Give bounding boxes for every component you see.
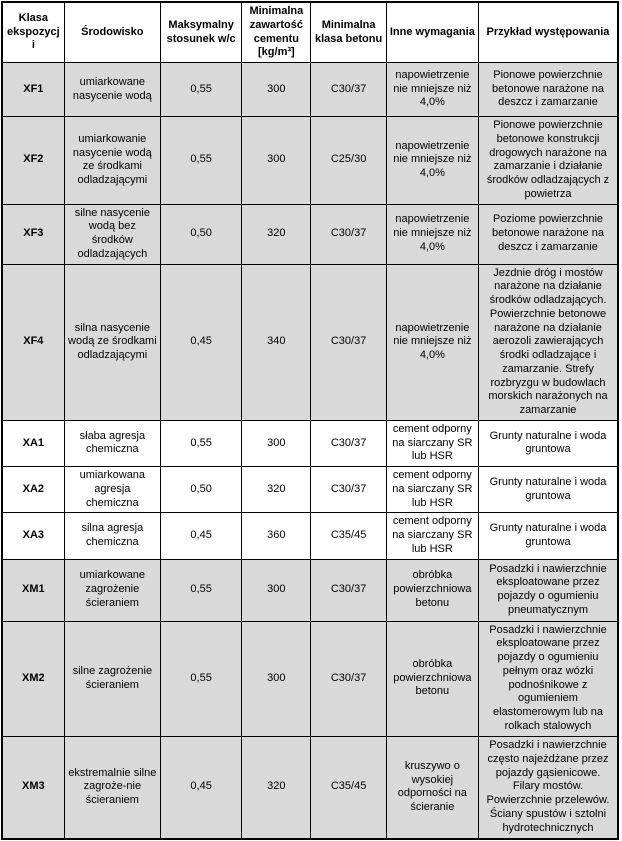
- cell-minimalna-klasa-betonu: C30/37: [311, 264, 386, 420]
- cell-minimalna-zawartosc-cementu: 300: [242, 63, 311, 117]
- cell-przyklad-wystepowania: Pionowe powierzchnie betonowe konstrukcji drogowych narażone na zamarzanie i działanie środków odladzających z powietrza: [479, 117, 619, 205]
- cell-maksymalny-stosunek-wc: 0,55: [161, 63, 242, 117]
- cell-srodowisko: silne zagrożenie ścieraniem: [64, 621, 160, 736]
- cell-maksymalny-stosunek-wc: 0,45: [161, 736, 242, 839]
- cell-maksymalny-stosunek-wc: 0,55: [161, 621, 242, 736]
- table-row-xm2: [2, 621, 618, 736]
- cell-minimalna-zawartosc-cementu: 320: [242, 204, 311, 264]
- cell-inne-wymagania: kruszywo o wysokiej odporności na ścieranie: [386, 736, 478, 839]
- cell-minimalna-zawartosc-cementu: 360: [242, 513, 311, 559]
- cell-klasa-ekspozycji: XF2: [2, 117, 64, 205]
- cell-maksymalny-stosunek-wc: 0,55: [161, 559, 242, 621]
- cell-minimalna-klasa-betonu: C30/37: [311, 63, 386, 117]
- cell-minimalna-zawartosc-cementu: 340: [242, 264, 311, 420]
- cell-minimalna-zawartosc-cementu: 300: [242, 117, 311, 205]
- cell-klasa-ekspozycji: XA2: [2, 467, 64, 513]
- table-row-xa1: [2, 420, 618, 466]
- cell-klasa-ekspozycji: XF1: [2, 63, 64, 117]
- cell-minimalna-klasa-betonu: C25/30: [311, 117, 386, 205]
- cell-maksymalny-stosunek-wc: 0,45: [161, 264, 242, 420]
- cell-srodowisko: silna agresja chemiczna: [64, 513, 160, 559]
- cell-srodowisko: umiarkowane zagrożenie ścieraniem: [64, 559, 160, 621]
- table-row-xf1: [2, 63, 618, 117]
- cell-klasa-ekspozycji: XM3: [2, 736, 64, 839]
- cell-maksymalny-stosunek-wc: 0,55: [161, 420, 242, 466]
- cell-przyklad-wystepowania: Grunty naturalne i woda gruntowa: [479, 467, 619, 513]
- table-row-xf3: [2, 204, 618, 264]
- header-klasa-ekspozycji: Klasa ekspozycji: [2, 2, 64, 63]
- table-row-xa2: [2, 467, 618, 513]
- cell-inne-wymagania: napowietrzenie nie mniejsze niż 4,0%: [386, 204, 478, 264]
- cell-maksymalny-stosunek-wc: 0,45: [161, 513, 242, 559]
- cell-srodowisko: ekstremalnie silne zagroże-nie ścieraniem: [64, 736, 160, 839]
- cell-minimalna-klasa-betonu: C35/45: [311, 513, 386, 559]
- cell-maksymalny-stosunek-wc: 0,55: [161, 117, 242, 205]
- cell-minimalna-klasa-betonu: C30/37: [311, 204, 386, 264]
- cell-inne-wymagania: cement odporny na siarczany SR lub HSR: [386, 467, 478, 513]
- cell-inne-wymagania: obróbka powierzchniowa betonu: [386, 621, 478, 736]
- cell-srodowisko: słaba agresja chemiczna: [64, 420, 160, 466]
- cell-klasa-ekspozycji: XF3: [2, 204, 64, 264]
- cell-inne-wymagania: napowietrzenie nie mniejsze niż 4,0%: [386, 264, 478, 420]
- cell-srodowisko: umiarkowanie nasycenie wodą ze środkami odladzającymi: [64, 117, 160, 205]
- cell-przyklad-wystepowania: Posadzki i nawierzchnie często najeżdżane przez pojazdy gąsienicowe. Filary mostów. Powierzchnie przelewów. Ściany spustów i sztolni hydrotechnicznych: [479, 736, 619, 839]
- header-srodowisko: Środowisko: [64, 2, 160, 63]
- table-row-xm3: [2, 736, 618, 839]
- table-row-xf4: [2, 264, 618, 420]
- table-header: [2, 2, 618, 63]
- cell-minimalna-zawartosc-cementu: 320: [242, 467, 311, 513]
- cell-inne-wymagania: cement odporny na siarczany SR lub HSR: [386, 513, 478, 559]
- cell-minimalna-klasa-betonu: C35/45: [311, 736, 386, 839]
- header-row: [2, 2, 618, 63]
- cell-klasa-ekspozycji: XA1: [2, 420, 64, 466]
- header-inne-wymagania: Inne wymagania: [386, 2, 478, 63]
- table-row-xm1: [2, 559, 618, 621]
- cell-minimalna-klasa-betonu: C30/37: [311, 621, 386, 736]
- cell-inne-wymagania: napowietrzenie nie mniejsze niż 4,0%: [386, 63, 478, 117]
- cell-przyklad-wystepowania: Jezdnie dróg i mostów narażone na działanie środków odladzających. Powierzchnie betonowe narażone na działanie aerozoli zawierających środki odladzające i zamarzanie. Strefy rozbryzgu w budowlach morskich narażonych na zamarzanie: [479, 264, 619, 420]
- exposure-class-table: [1, 1, 619, 840]
- header-przyklad-wystepowania: Przykład występowania: [479, 2, 619, 63]
- cell-przyklad-wystepowania: Posadzki i nawierzchnie eksploatowane przez pojazdy o ogumieniu pneumatycznym: [479, 559, 619, 621]
- cell-srodowisko: silna nasycenie wodą ze środkami odladzającymi: [64, 264, 160, 420]
- table-row-xf2: [2, 117, 618, 205]
- cell-inne-wymagania: obróbka powierzchniowa betonu: [386, 559, 478, 621]
- cell-klasa-ekspozycji: XM2: [2, 621, 64, 736]
- cell-klasa-ekspozycji: XA3: [2, 513, 64, 559]
- cell-srodowisko: umiarkowana agresja chemiczna: [64, 467, 160, 513]
- cell-minimalna-klasa-betonu: C30/37: [311, 420, 386, 466]
- header-maksymalny-stosunek-wc: Maksymalny stosunek w/c: [161, 2, 242, 63]
- cell-minimalna-zawartosc-cementu: 320: [242, 736, 311, 839]
- cell-przyklad-wystepowania: Grunty naturalne i woda gruntowa: [479, 420, 619, 466]
- header-minimalna-zawartosc-cementu: Minimalna zawartość cementu [kg/m³]: [242, 2, 311, 63]
- cell-klasa-ekspozycji: XM1: [2, 559, 64, 621]
- cell-srodowisko: umiarkowane nasycenie wodą: [64, 63, 160, 117]
- table-body: [2, 63, 618, 840]
- cell-minimalna-zawartosc-cementu: 300: [242, 559, 311, 621]
- cell-maksymalny-stosunek-wc: 0,50: [161, 204, 242, 264]
- cell-minimalna-klasa-betonu: C30/37: [311, 467, 386, 513]
- cell-minimalna-zawartosc-cementu: 300: [242, 621, 311, 736]
- table-row-xa3: [2, 513, 618, 559]
- cell-przyklad-wystepowania: Pionowe powierzchnie betonowe narażone na deszcz i zamarzanie: [479, 63, 619, 117]
- cell-srodowisko: silne nasycenie wodą bez środków odladzających: [64, 204, 160, 264]
- cell-maksymalny-stosunek-wc: 0,50: [161, 467, 242, 513]
- cell-minimalna-zawartosc-cementu: 300: [242, 420, 311, 466]
- cell-przyklad-wystepowania: Poziome powierzchnie betonowe narażone na deszcz i zamarzanie: [479, 204, 619, 264]
- cell-klasa-ekspozycji: XF4: [2, 264, 64, 420]
- cell-inne-wymagania: cement odporny na siarczany SR lub HSR: [386, 420, 478, 466]
- cell-minimalna-klasa-betonu: C30/37: [311, 559, 386, 621]
- cell-przyklad-wystepowania: Grunty naturalne i woda gruntowa: [479, 513, 619, 559]
- cell-inne-wymagania: napowietrzenie nie mniejsze niż 4,0%: [386, 117, 478, 205]
- cell-przyklad-wystepowania: Posadzki i nawierzchnie eksploatowane przez pojazdy o ogumieniu pełnym oraz wózki podnośnikowe z ogumieniem elastomerowym lub na rolkach stalowych: [479, 621, 619, 736]
- header-minimalna-klasa-betonu: Minimalna klasa betonu: [311, 2, 386, 63]
